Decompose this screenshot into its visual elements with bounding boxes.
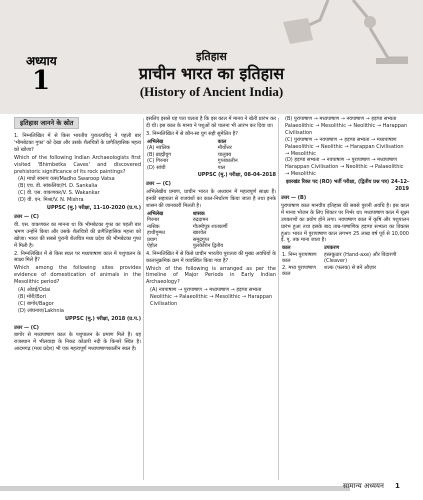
option: (D) वी. एन. मिश्रा/V. N. Mishra [18,197,84,204]
answer-label: उत्तर — (C) [14,213,39,220]
footer-bar [0,486,350,491]
table-cell: पुलकेशिन द्वितीय [192,243,224,250]
table-row [281,265,409,278]
table-cell: (D) सांची [147,164,166,171]
table-cell: (B) ब्राह्मीयुग [147,151,172,158]
option: (D) हड़प्पा सभ्यता → नवपाषाण → पुरापाषाण → मध्यपाषाण [285,157,397,164]
option-english: Palaeolithic → Neolithic → Harappan Civilisation → Mesolithic [285,143,404,157]
exam-source: UPPSC (मु.) परीक्षा, 11-10-2020 (प्र.प.) [46,205,141,212]
page-footer [0,480,423,500]
exam-source: UPPSC (मु.) परीक्षा, 08-04-2018 [197,172,276,179]
option: (A) नवपाषाण → पुरापाषाण → मध्यपाषाण → हड़प्पा सभ्यता [150,287,262,294]
option: (C) वी. एस. वाकणकर/V. S. Wakankar [18,190,100,197]
table-row [146,165,276,172]
table-cell: (C) गिरनार [147,158,169,165]
chapter-title-english: (History of Ancient India) [139,84,284,99]
table-cell: प्रयाग [147,236,157,243]
table-cell: हाथीगुम्फा [147,230,166,237]
question-2-english: Which among the following sites provides evidence of domestication of animals in the Mesolithic period? [14,265,141,286]
table-header-cell: काल [282,245,291,252]
table-cell: 2. मध्य पुरापाषाण काल [282,264,316,278]
table-cell: रुद्रदामन [192,217,209,224]
option: (D) लांघनाज/Lakhnia [18,307,64,314]
period-tools-table [281,245,409,278]
table-cell: खारवेल [192,230,207,237]
option: (B) पुरापाषाण → मध्यपाषाण → नवपाषाण → हड़प्पा सभ्यता [285,116,397,122]
answer-label: उत्तर — (C) [146,181,171,188]
table-cell: हस्तकुठार (Hand-axe) और विदारणी (Cleaver) [324,251,397,265]
question-4-english: Which of the following is arranged as per the timeline of Major Periods in Early Indian Archaeology? [146,265,276,286]
table-row [146,243,276,250]
column-divider [143,118,144,480]
table-row [281,252,409,265]
option-english: Harappan Civilisation → Neolithic → Palaeolithic → Mesolithic [285,164,404,178]
table-cell: गिरनार [147,217,160,224]
answer-label: उत्तर — (C) [14,324,39,331]
table-header-cell: उपकरण [324,245,340,252]
table-cell: मौर्योत्तर [217,145,232,152]
column-3 [281,116,409,279]
table-cell: शल्क (फलक) से बने औज़ार [324,264,377,271]
inscription-table [146,211,276,250]
option-english: Palaeolithic → Mesolithic → Neolithic → Harappan Civilisation [285,122,408,136]
option: (C) पुरापाषाण → नवपाषाण → हड़प्पा सभ्यता → मध्यपाषाण [285,136,397,143]
chapter-label: अध्याय [26,54,57,68]
question-3: 3. निम्नलिखित में से कौन-सा युग सही सुमेलित है? [146,130,238,137]
table-cell: (A) नवलिक [147,145,170,152]
option-english: Neolithic → Palaeolithic → Mesolithic → Harappan Civilisation [150,294,273,308]
footer-book-name: सामान्य अध्ययन [343,482,384,490]
question-4-hindi: 4. निम्नलिखित में से किसे प्राचीन भारतीय पुरातत्व की मुख्य अवधियों के कालानुक्रमिक क्रम में व्यवस्थित किया गया है? [146,250,276,264]
column-2 [146,116,276,308]
exam-source: UPPSC (मु.) परीक्षा, 2018 (प्र.प.) [64,315,141,322]
section-heading: इतिहास जानने के स्रोत [14,117,79,129]
exam-source: झारखंड रिक्त पद (RO) भर्ती परीक्षा, (द्वितीय प्रश्न पत्र) 24-12-2019 [285,179,409,193]
table-header-cell: शासक [192,210,205,217]
table-header-cell: अभिलेख [147,210,164,217]
paragraph: इसलिए इससे यह पता चलता है कि इस काल में मानव ने खेती प्रारंभ कर दी थी। इस काल के मानव ने पशुओं को पालना भी आरंभ कर दिया था। [146,116,276,129]
table-header-cell: काल [217,138,227,145]
option: (A) ओडई/Odai [18,287,51,294]
option: (C) बागोर/Bagor [18,300,54,307]
chapter-header [0,0,423,114]
answer-explanation: अभिलेखीय प्रमाण, प्राचीन भारत के अध्ययन में महत्वपूर्ण साक्ष्य हैं। इनकी सहायता से राजवंशों का काल-निर्धारण किया जाता है तथा इनके शासन की जानकारी मिलती है। [146,189,276,209]
answer-explanation: बागोर से मध्यपाषाण काल के पशुपालन के प्रमाण मिले हैं। यह राजस्थान में भीलवाड़ा के निकट कोठारी नदी के किनारे स्थित है। आदमगढ़ (मध्य प्रदेश) भी एक महत्वपूर्ण मध्यपाषाणकालीन स्थल है। [14,332,141,353]
answer-explanation: पुरापाषाण काल मानवीय इतिहास की सबसे पुरानी अवधि है। इस काल में मानव भोजन के लिए शिकार पर निर्भर था। मध्यपाषाण काल में सूक्ष्म उपकरणों का प्रयोग होने लगा। नवपाषाण काल में कृषि और पशुपालन प्रारंभ हुआ तथा इसके बाद ताम्र-पाषाणिक हड़प्पा सभ्यता का विकास हुआ। भारत में पुरापाषाण काल लगभग 25 लाख वर्ष पूर्व से 10,000 ई. पू. तक माना जाता है। [281,202,409,244]
table-cell: गौतमीपुत्र शातकर्णी [192,223,228,230]
option: (B) एच. डी. सांकलिया/H. D. Sankalia [18,183,98,190]
page-number: 1 [395,482,400,490]
chapter-title-hindi: प्राचीन भारत का इतिहास [138,64,285,83]
chapter-number: 1 [32,66,51,96]
table-cell: 1. निम्न पुरापाषाण काल [282,251,317,265]
table-cell: चालुक्य [217,151,232,158]
option: (A) माधो स्वरूप वत्स/Madho Swaroop Vatsa [18,176,115,183]
table-cell: नासिक [147,223,160,230]
table-cell: पाल [217,164,226,171]
match-table [146,139,276,172]
table-header-cell: अभिलेख [147,138,164,145]
table-cell: गुप्तकालीन [217,158,238,165]
question-1-hindi: 1. निम्नलिखित में से किस भारतीय पुरातत्वविद् ने पहली बार 'भीमबेटका गुफा' को देखा और उसके शैलचित्रों के प्रागैतिहासिक महत्व को खोजा? [14,133,141,153]
option: (B) मोरी/Bori [18,293,47,300]
answer-explanation: वी. एस. वाकणकर का मानना था कि भीमबेटका गुफा का पहली बार भ्रमण उन्होंने किया और उसके शैलचित्रों की प्रागैतिहासिक महत्ता को खोजा। भारत की सबसे पुरानी शैलचित्र मध्य प्रदेश की भीमबेटका गुफा में मिली है। [14,221,141,249]
table-cell: समुद्रगुप्त [192,236,210,243]
question-2-hindi: 2. निम्नलिखित में से किस स्थल पर मध्यपाषाण काल में पशुपालन के साक्ष्य मिले हैं? [14,250,141,264]
table-cell: ऐहोल [147,243,158,250]
subject-heading: इतिहास [196,50,227,63]
question-1-english: Which of the following Indian Archaeologists first visited 'Bhimbetka Caves' and discovered prehistoric significance of its rock paintings? [14,154,141,175]
column-1 [14,116,141,354]
column-divider [278,118,279,480]
answer-label: उत्तर — (B) [281,194,307,201]
